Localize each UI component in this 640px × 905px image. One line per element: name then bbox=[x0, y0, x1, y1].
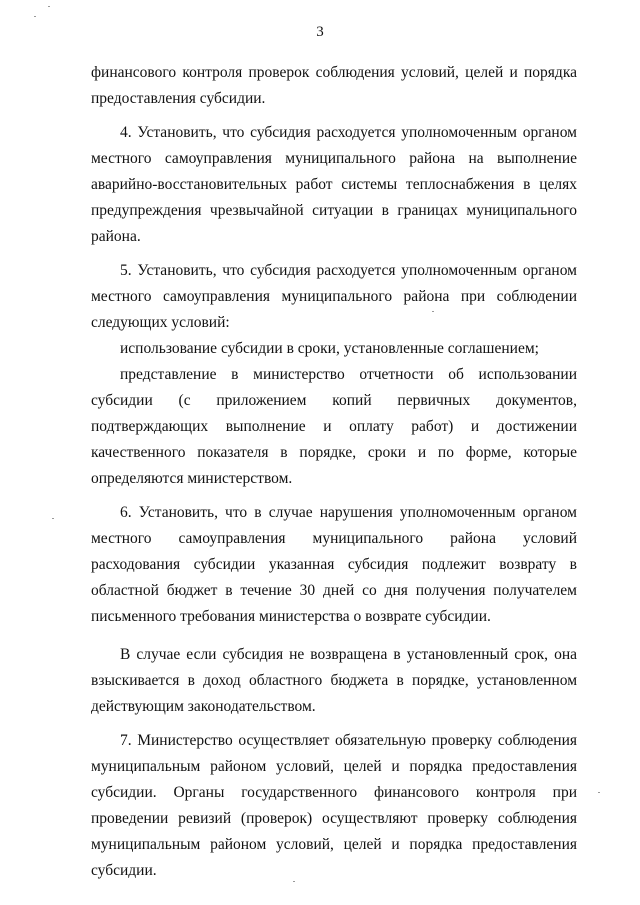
paragraph-item-5: 5. Установить, что субсидия расходуется уполномоченным органом местного самоуправления муниципального района при соблюдении следующих условий: bbox=[91, 262, 577, 331]
page-number: 3 bbox=[316, 24, 324, 40]
paragraph-item-7: 7. Министерство осуществляет обязательную проверку соблюдения муниципальным районом условий, целей и порядка предоставления субсидии. Органы государственного финансового контроля при проведении ревизий (проверок) осуществляют проверку соблюдения муниципальным районом условий, целей и порядка предоставления субсидии. bbox=[91, 732, 577, 879]
scan-speck bbox=[293, 881, 295, 882]
paragraph-refund-case: В случае если субсидия не возвращена в установленный срок, она взыскивается в доход областного бюджета в порядке, установленном действующим законодательством. bbox=[91, 646, 577, 715]
paragraph-item-4: 4. Установить, что субсидия расходуется уполномоченным органом местного самоуправления муниципального района на выполнение аварийно-восстановительных работ системы теплоснабжения в целях предупреждения чрезвычайной ситуации в границах муниципального района. bbox=[91, 124, 577, 245]
paragraph-item-6: 6. Установить, что в случае нарушения уполномоченным органом местного самоуправления муниципального района условий расходования субсидии указанная субсидия подлежит возврату в областной бюджет в течение 30 дней со дня получения получателем письменного требования министерства о возврате субсидии. bbox=[91, 504, 577, 625]
scan-speck bbox=[598, 792, 600, 793]
scan-speck bbox=[432, 311, 434, 312]
scan-speck bbox=[48, 6, 50, 7]
scan-speck bbox=[34, 16, 36, 17]
paragraph-condition-2: представление в министерство отчетности об использовании субсидии (с приложением копий первичных документов, подтверждающих выполнение и оплату работ) и достижении качественного показателя в порядке, сроки и по форме, которые определяются министерством. bbox=[91, 366, 577, 487]
document-body bbox=[91, 60, 577, 884]
paragraph-continuation: финансового контроля проверок соблюдения условий, целей и порядка предоставления субсидии. bbox=[91, 64, 577, 107]
paragraph-condition-1: использование субсидии в сроки, установленные соглашением; bbox=[120, 340, 539, 357]
scan-speck bbox=[52, 518, 54, 519]
